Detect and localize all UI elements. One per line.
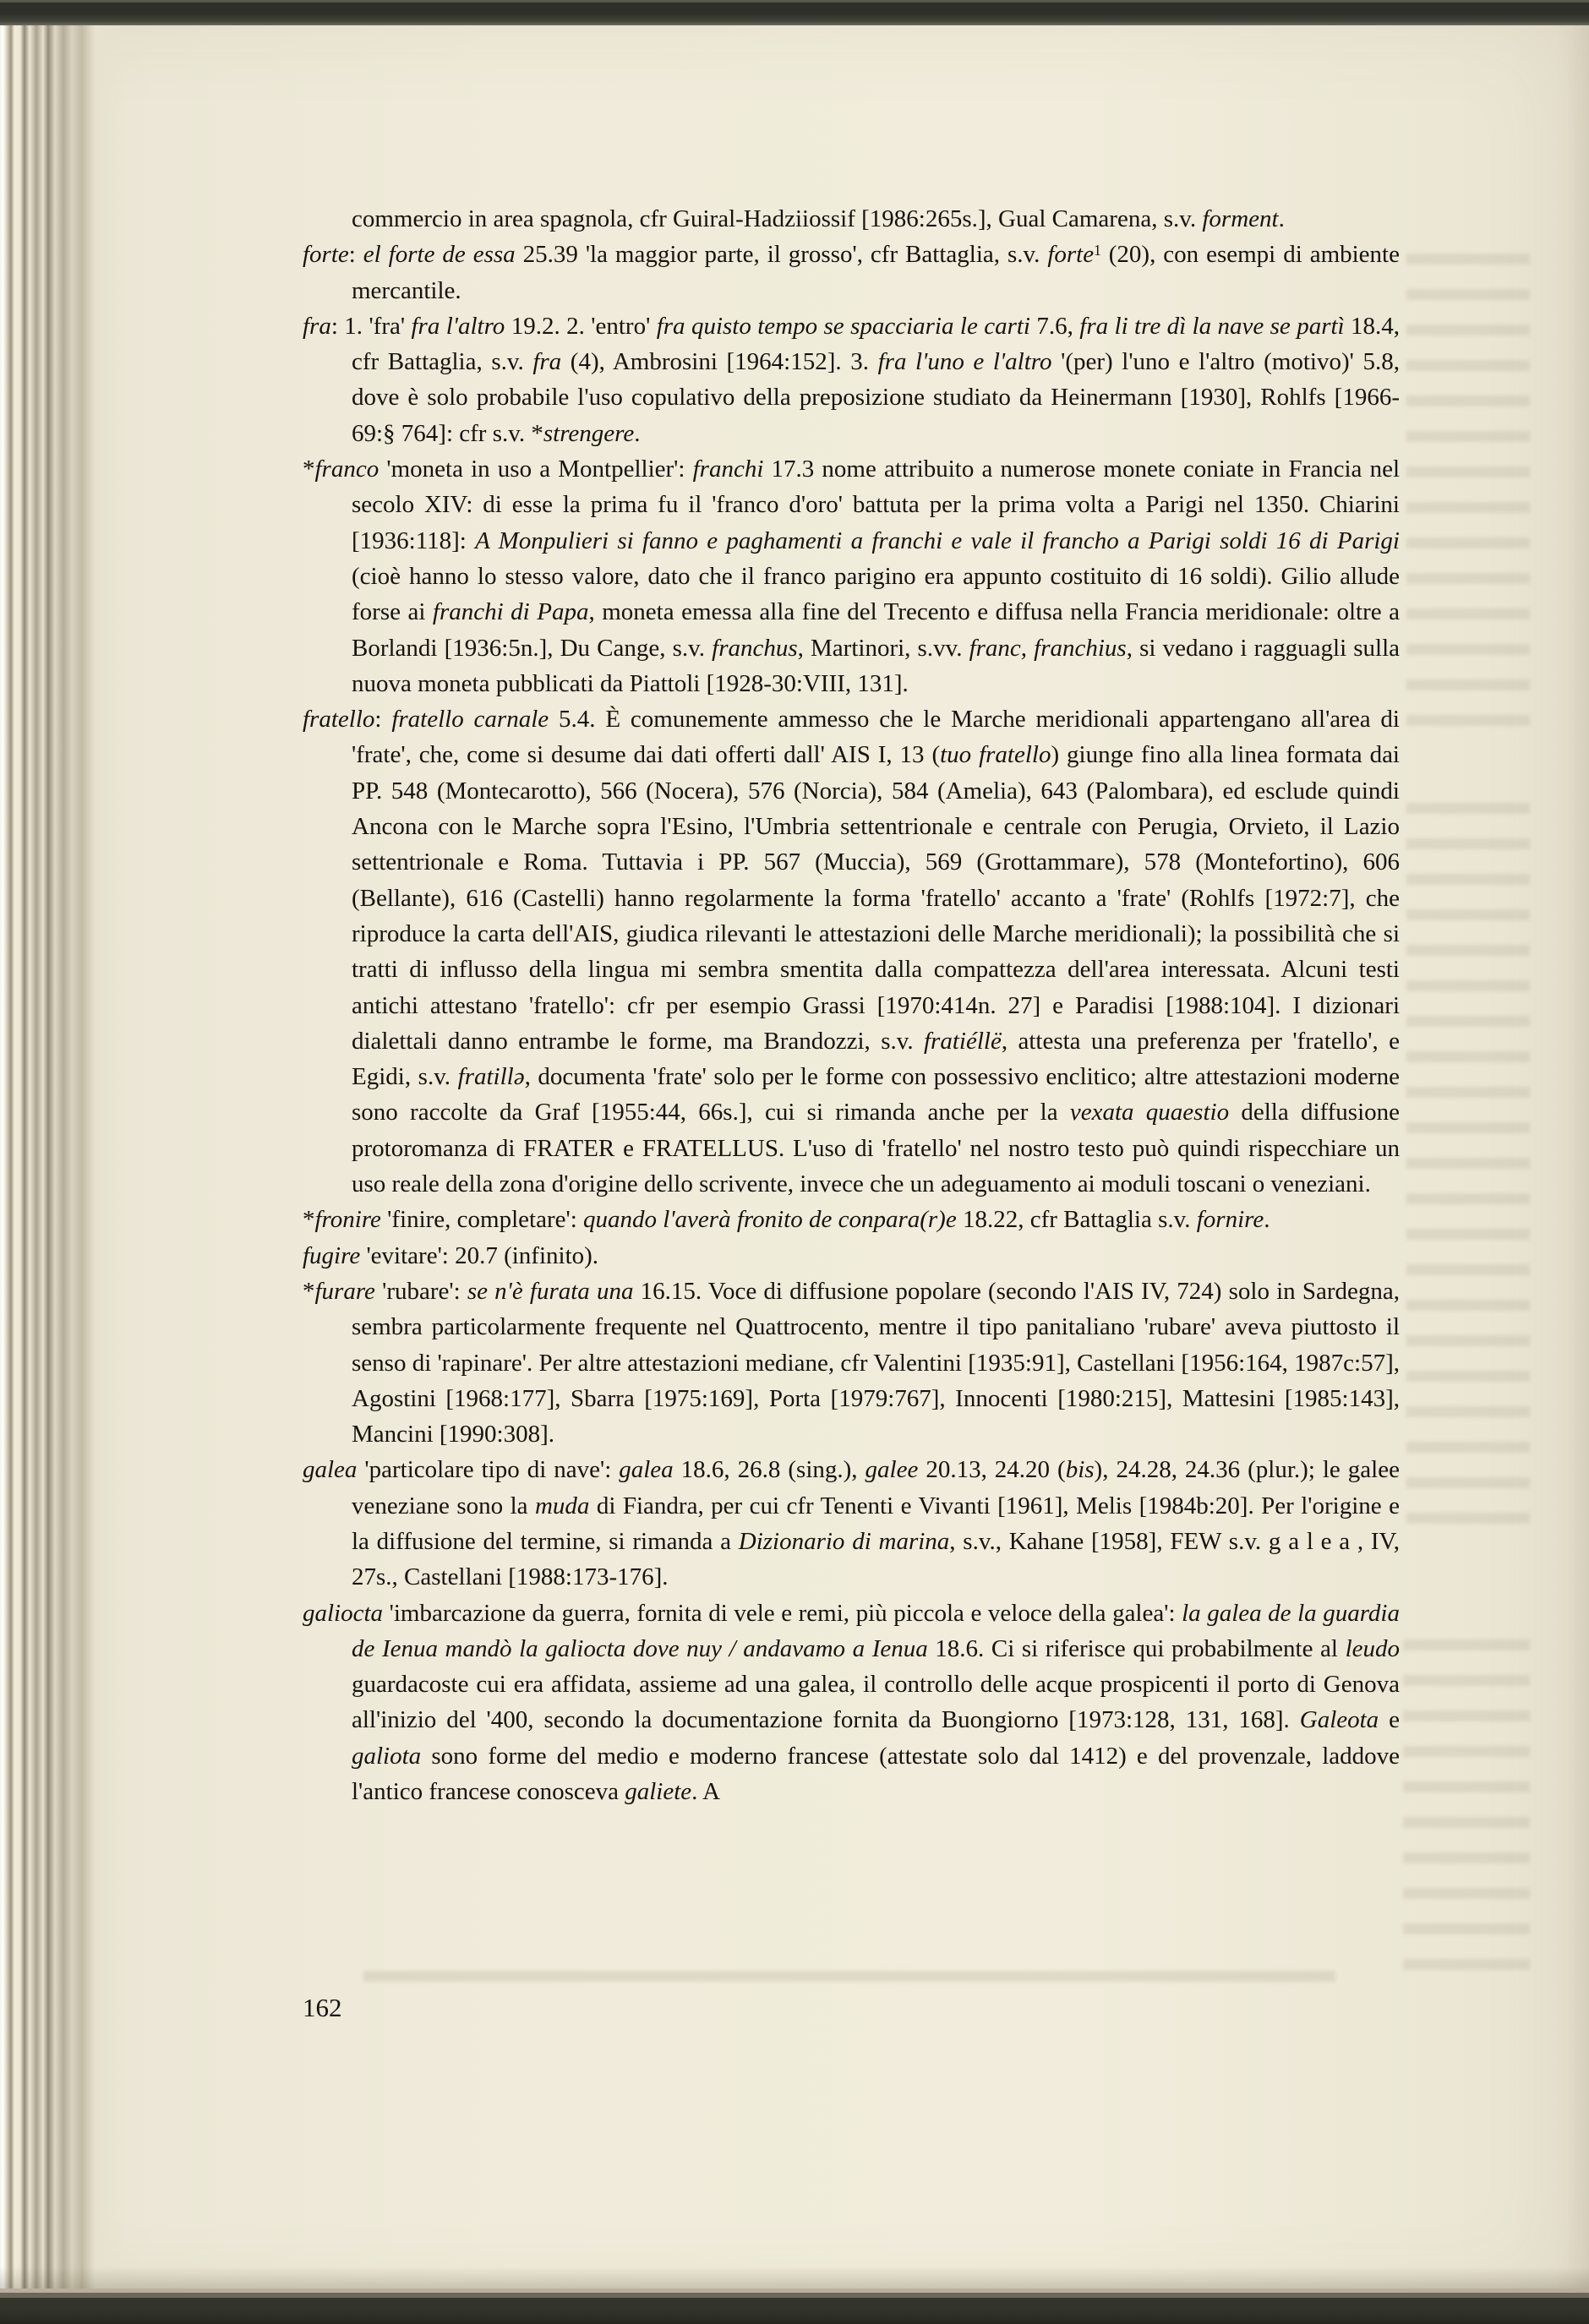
glossary-entry: galea 'particolare tipo di nave': galea 18.6, 26.8 (sing.), galee 20.13, 24.20 (bis), 24.28, 24.36 (plur.); le galee veneziane sono la muda di Fiandra, per cui cfr Tenenti e Vivanti [1961], Melis [1984b:20]. Per l'origine e la diffusione del termine, si rimanda a Dizionario di marina, s.v., Kahane [1958], FEW s.v. g a l e a , IV, 27s., Castellani [1988:173-176]. — [303, 1456, 1400, 1591]
glossary-entry: fratello: fratello carnale 5.4. È comunemente ammesso che le Marche meridionali appartengano all'area di 'frate', che, come si desume dai dati offerti dall' AIS I, 13 (tuo fratello) giunge fino alla linea formata dai PP. 548 (Montecarotto), 566 (Nocera), 576 (Norcia), 584 (Amelia), 643 (Palombara), ed esclude quindi Ancona con le Marche sopra l'Esino, l'Umbria settentrionale e centrale con Perugia, Orvieto, il Lazio settentrionale e Roma. Tuttavia i PP. 567 (Muccia), 569 (Grottammare), 578 (Montefortino), 606 (Bellante), 616 (Castelli) hanno regolarmente la forma 'fratello' accanto a 'frate' (Rohlfs [1972:7], che riproduce la carta dell'AIS, giudica rilevanti le attestazioni delle Marche meridionali); la possibilità che si tratti di influsso della lingua mi sembra smentita dalla compattezza dell'area interessata. Alcuni testi antichi attestano 'fratello': cfr per esempio Grassi [1970:414n. 27] e Paradisi [1988:104]. I dizionari dialettali danno entrambe le forme, ma Brandozzi, s.v. fratiéllë, attesta una preferenza per 'fratello', e Egidi, s.v. fratillə, documenta 'frate' solo per le forme con possessivo enclitico; altre attestazioni moderne sono raccolte da Graf [1955:44, 66s.], cui si rimanda anche per la vexata quaestio della diffusione protoromanza di FRATER e FRATELLUS. L'uso di 'fratello' nel nostro testo può quindi rispecchiare un uso reale della zona d'origine dello scrivente, invece che un adeguamento ai moduli toscani o veneziani. — [303, 706, 1401, 1198]
reverse-page-bleed-through — [1406, 254, 1530, 735]
reverse-page-bleed-through — [363, 1971, 1335, 1982]
glossary-entry: *franco 'moneta in uso a Montpellier': franchi 17.3 nome attribuito a numerose monete coniate in Francia nel secolo XIV: di esse la prima fu il 'franco d'oro' battuta per la prima volta a Parigi nel 1350. Chiarini [1936:118]: A Monpulieri si fanno e paghamenti a franchi e vale il francho a Parigi soldi 16 di Parigi (cioè hanno lo stesso valore, dato che il franco parigino era appunto costituito di 16 soldi). Gilio allude forse ai franchi di Papa, moneta emessa alla fine del Trecento e diffusa nella Francia meridionale: oltre a Borlandi [1936:5n.], Du Cange, s.v. franchus, Martinori, s.vv. franc, franchius, si vedano i ragguagli sulla nuova moneta pubblicati da Piattoli [1928-30:VIII, 131]. — [303, 456, 1401, 697]
glossary-entry: fra: 1. 'fra' fra l'altro 19.2. 2. 'entro' fra quisto tempo se spacciaria le carti 7.6, fra li tre dì la nave se partì 18.4, cfr Battaglia, s.v. fra (4), Ambrosini [1964:152]. 3. fra l'uno e l'altro '(per) l'uno e l'altro (motivo)' 5.8, dove è solo probabile l'uso copulativo della preposizione studiato da Heinermann [1930], Rohlfs [1966-69:§ 764]: cfr s.v. *strengere. — [303, 312, 1400, 447]
glossary-entry: commercio in area spagnola, cfr Guiral-Hadziiossif [1986:265s.], Gual Camarena, s.v. forment. — [352, 205, 1285, 232]
glossary-entry: galiocta 'imbarcazione da guerra, fornita di vele e remi, più piccola e veloce della galea': la galea de la guardia de Ienua mandò la galiocta dove nuy / andavamo a Ienua 18.6. Ci si riferisce qui probabilmente al leudo guardacoste cui era affidata, assieme ad una galea, il controllo delle acque prospicenti il porto di Genova all'inizio del '400, secondo la documentazione fornita da Buongiorno [1973:128, 131, 168]. Galeota e galiota sono forme del medio e moderno francese (attestate solo dal 1412) e del provenzale, laddove l'antico francese conosceva galiete. A — [303, 1599, 1400, 1806]
glossary-text — [303, 201, 1400, 1809]
scanner-band-bottom — [0, 2289, 1589, 2324]
glossary-entry: *fronire 'finire, completare': quando l'averà fronito de conpara(r)e 18.22, cfr Battaglia s.v. fornire. — [303, 1206, 1270, 1234]
glossary-entry: *furare 'rubare': se n'è furata una 16.15. Voce di diffusione popolare (secondo l'AIS IV, 724) solo in Sardegna, sembra particolarmente frequente nel Quattrocento, mentre il tipo panitaliano 'rubare' aveva piuttosto il senso di 'rapinare'. Per altre attestazioni mediane, cfr Valentini [1935:91], Castellani [1956:164, 1987c:57], Agostini [1968:177], Sbarra [1975:169], Porta [1979:767], Innocenti [1980:215], Mattesini [1985:143], Mancini [1990:308]. — [303, 1277, 1400, 1448]
reverse-page-bleed-through — [1406, 803, 1530, 1547]
scanner-band-top — [0, 0, 1589, 25]
glossary-entry: forte: el forte de essa 25.39 'la maggior parte, il grosso', cfr Battaglia, s.v. forte$^1$ (20), con esempi di ambiente mercantile. — [303, 241, 1400, 304]
scan-shadow — [0, 2267, 1589, 2289]
page-number: 162 — [303, 1993, 342, 2022]
book-spine-page-edges — [0, 0, 127, 2324]
reverse-page-bleed-through — [1403, 1639, 1530, 1978]
glossary-entry: fugire 'evitare': 20.7 (infinito). — [303, 1241, 599, 1269]
